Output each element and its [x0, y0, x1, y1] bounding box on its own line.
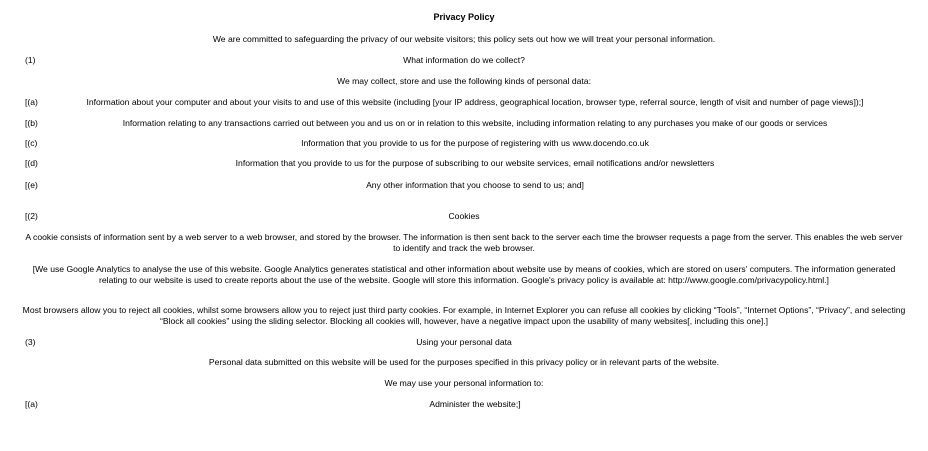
- section-1-lead: We may collect, store and use the following kinds of personal data:: [337, 76, 591, 86]
- list-item-marker: [(a): [25, 97, 38, 107]
- section-3-paragraph: Personal data submitted on this website will be used for the purposes specified in this privacy policy or in relevant parts of the website.: [208, 357, 720, 367]
- list-item-text: Information about your computer and about your visits to and use of this website (including [your IP address, geographical location, browser type, referral source, length of visit and number of page views]);]: [86, 97, 864, 107]
- section-3-number: (3): [25, 337, 36, 347]
- section-1-heading: What information do we collect?: [403, 55, 525, 65]
- section-2-heading: Cookies: [448, 211, 480, 221]
- list-item-marker: [(d): [25, 158, 38, 168]
- page-title: Privacy Policy: [433, 12, 495, 22]
- list-item-text: Information relating to any transactions carried out between you and us on or in relation to this website, including information relating to any purchases you make of our goods or services: [122, 118, 828, 128]
- cookies-paragraph-1: A cookie consists of information sent by a web server to a web browser, and stored by the browser. The information is then sent back to the server each time the browser requests a page from the server. This enables the web server to identify and track the web browser.: [25, 232, 903, 253]
- section-3-heading: Using your personal data: [416, 337, 512, 347]
- list-item-marker: [(b): [25, 118, 38, 128]
- list-item-text: Administer the website;]: [429, 399, 521, 409]
- cookies-paragraph-2: [We use Google Analytics to analyse the use of this website. Google Analytics generates statistical and other information about website use by means of cookies, which are stored on users' computers. The information generated relating to our website is used to create reports about the use of the website. Google will store this information. Google's privacy policy is available at: http://www.google.com/privacypolicy.html.]: [32, 264, 896, 285]
- section-2-number: [(2): [25, 211, 38, 221]
- list-item-text: Information that you provide to us for the purpose of registering with us www.docendo.co.uk: [301, 138, 649, 148]
- list-item-text: Any other information that you choose to send to us; and]: [366, 180, 584, 190]
- list-item-marker: [(e): [25, 180, 38, 190]
- cookies-paragraph-3: Most browsers allow you to reject all cookies, whilst some browsers allow you to reject just third party cookies. For example, in Internet Explorer you can refuse all cookies by clicking “Tools”, “Internet Options”, “Privacy”, and selecting “Block all cookies” using the sliding selector. Blocking all cookies will, however, have a negative impact upon the usability of many websites[, including this one].]: [22, 305, 906, 326]
- section-3-lead: We may use your personal information to:: [384, 378, 544, 388]
- intro-text: We are committed to safeguarding the privacy of our website visitors; this policy sets out how we will treat your personal information.: [212, 34, 716, 44]
- list-item-marker: [(a): [25, 399, 38, 409]
- list-item-marker: [(c): [25, 138, 38, 148]
- section-1-number: (1): [25, 55, 36, 65]
- list-item-text: Information that you provide to us for the purpose of subscribing to our website services, email notifications and/or newsletters: [235, 158, 715, 168]
